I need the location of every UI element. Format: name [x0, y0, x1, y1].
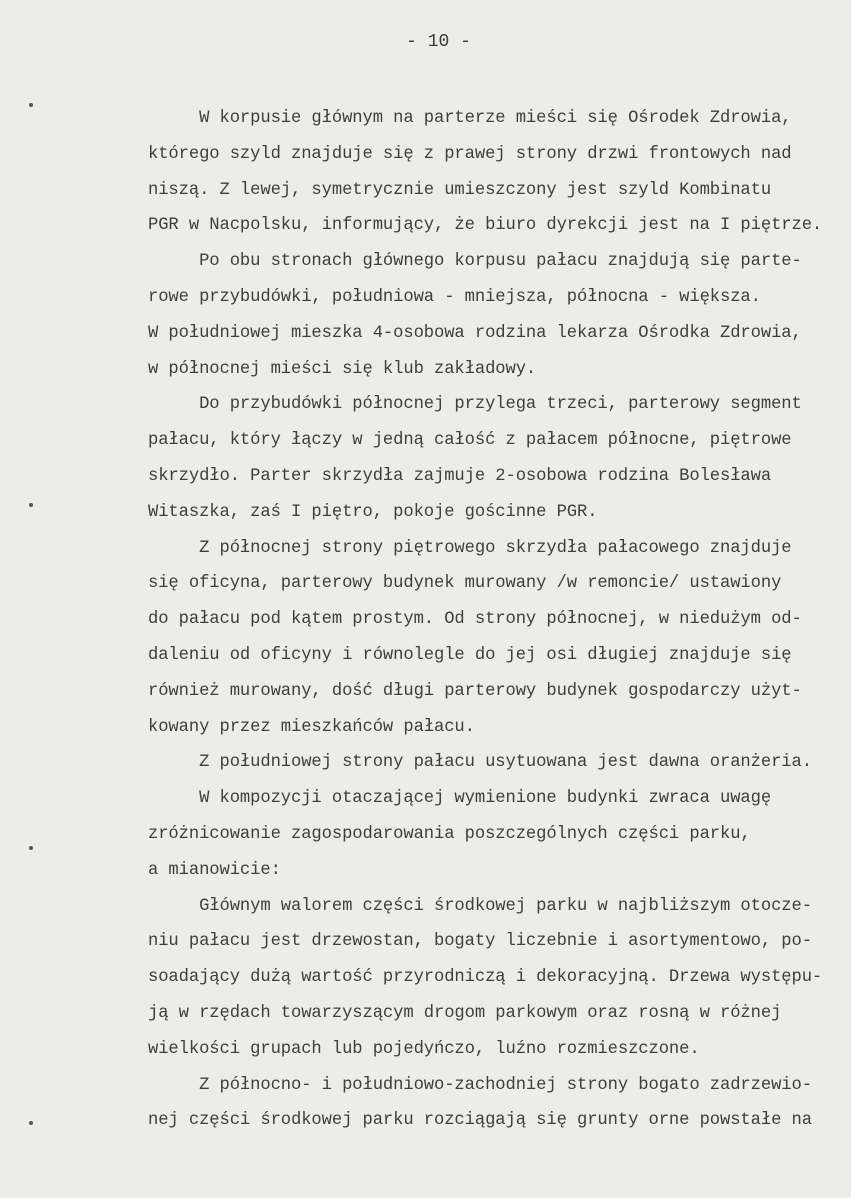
text-line: PGR w Nacpolsku, informujący, że biuro dyrekcji jest na I piętrze. — [148, 216, 823, 236]
text-line: nej części środkowej parku rozciągają się grunty orne powstałe na — [148, 1111, 812, 1131]
page-number: - 10 - — [406, 32, 471, 52]
text-line: a mianowicie: — [148, 860, 281, 880]
text-line: pałacu, który łączy w jedną całość z pałacem północne, piętrowe — [148, 431, 792, 451]
margin-mark — [29, 103, 33, 107]
text-line: W korpusie głównym na parterze mieści się Ośrodek Zdrowia, — [148, 109, 792, 128]
text-line: W południowej mieszka 4-osobowa rodzina lekarza Ośrodka Zdrowia, — [148, 323, 802, 343]
text-line: soadający dużą wartość przyrodniczą i dekoracyjną. Drzewa występu- — [148, 968, 823, 988]
margin-mark — [29, 1121, 33, 1125]
text-line: Po obu stronach głównego korpusu pałacu znajdują się parte- — [148, 252, 802, 272]
text-line: daleniu od oficyny i równolegle do jej osi długiej znajduje się — [148, 645, 792, 665]
text-line: Z północnej strony piętrowego skrzydła pałacowego znajduje — [148, 538, 792, 558]
text-line: Z południowej strony pałacu usytuowana jest dawna oranżeria. — [148, 753, 812, 773]
text-line: Głównym walorem części środkowej parku w najbliższym otocze- — [148, 896, 812, 916]
text-line: kowany przez mieszkańców pałacu. — [148, 717, 475, 737]
text-line: się oficyna, parterowy budynek murowany /w remoncie/ ustawiony — [148, 574, 782, 594]
text-line: W kompozycji otaczającej wymienione budynki zwraca uwagę — [148, 789, 772, 809]
text-line: Do przybudówki północnej przylega trzeci, parterowy segment — [148, 395, 802, 415]
margin-mark — [29, 846, 33, 850]
margin-mark — [29, 503, 33, 507]
document-body — [148, 101, 848, 1139]
text-line: rowe przybudówki, południowa - mniejsza, północna - większa. — [148, 287, 761, 307]
text-line: również murowany, dość długi parterowy budynek gospodarczy użyt- — [148, 681, 802, 701]
text-line: niszą. Z lewej, symetrycznie umieszczony jest szyld Kombinatu — [148, 180, 772, 200]
text-line: zróżnicowanie zagospodarowania poszczególnych części parku, — [148, 824, 751, 844]
text-line: skrzydło. Parter skrzydła zajmuje 2-osobowa rodzina Bolesława — [148, 466, 772, 486]
text-line: ją w rzędach towarzyszącym drogom parkowym oraz rosną w różnej — [148, 1003, 782, 1023]
text-line: niu pałacu jest drzewostan, bogaty liczebnie i asortymentowo, po- — [148, 932, 812, 952]
text-line: do pałacu pod kątem prostym. Od strony północnej, w niedużym od- — [148, 610, 802, 630]
text-line: Witaszka, zaś I piętro, pokoje gościnne PGR. — [148, 502, 598, 522]
text-line: Z północno- i południowo-zachodniej strony bogato zadrzewio- — [148, 1075, 812, 1095]
text-line: w północnej mieści się klub zakładowy. — [148, 359, 537, 379]
text-line: wielkości grupach lub pojedyńczo, luźno rozmieszczone. — [148, 1039, 700, 1059]
text-line: którego szyld znajduje się z prawej strony drzwi frontowych nad — [148, 144, 792, 164]
